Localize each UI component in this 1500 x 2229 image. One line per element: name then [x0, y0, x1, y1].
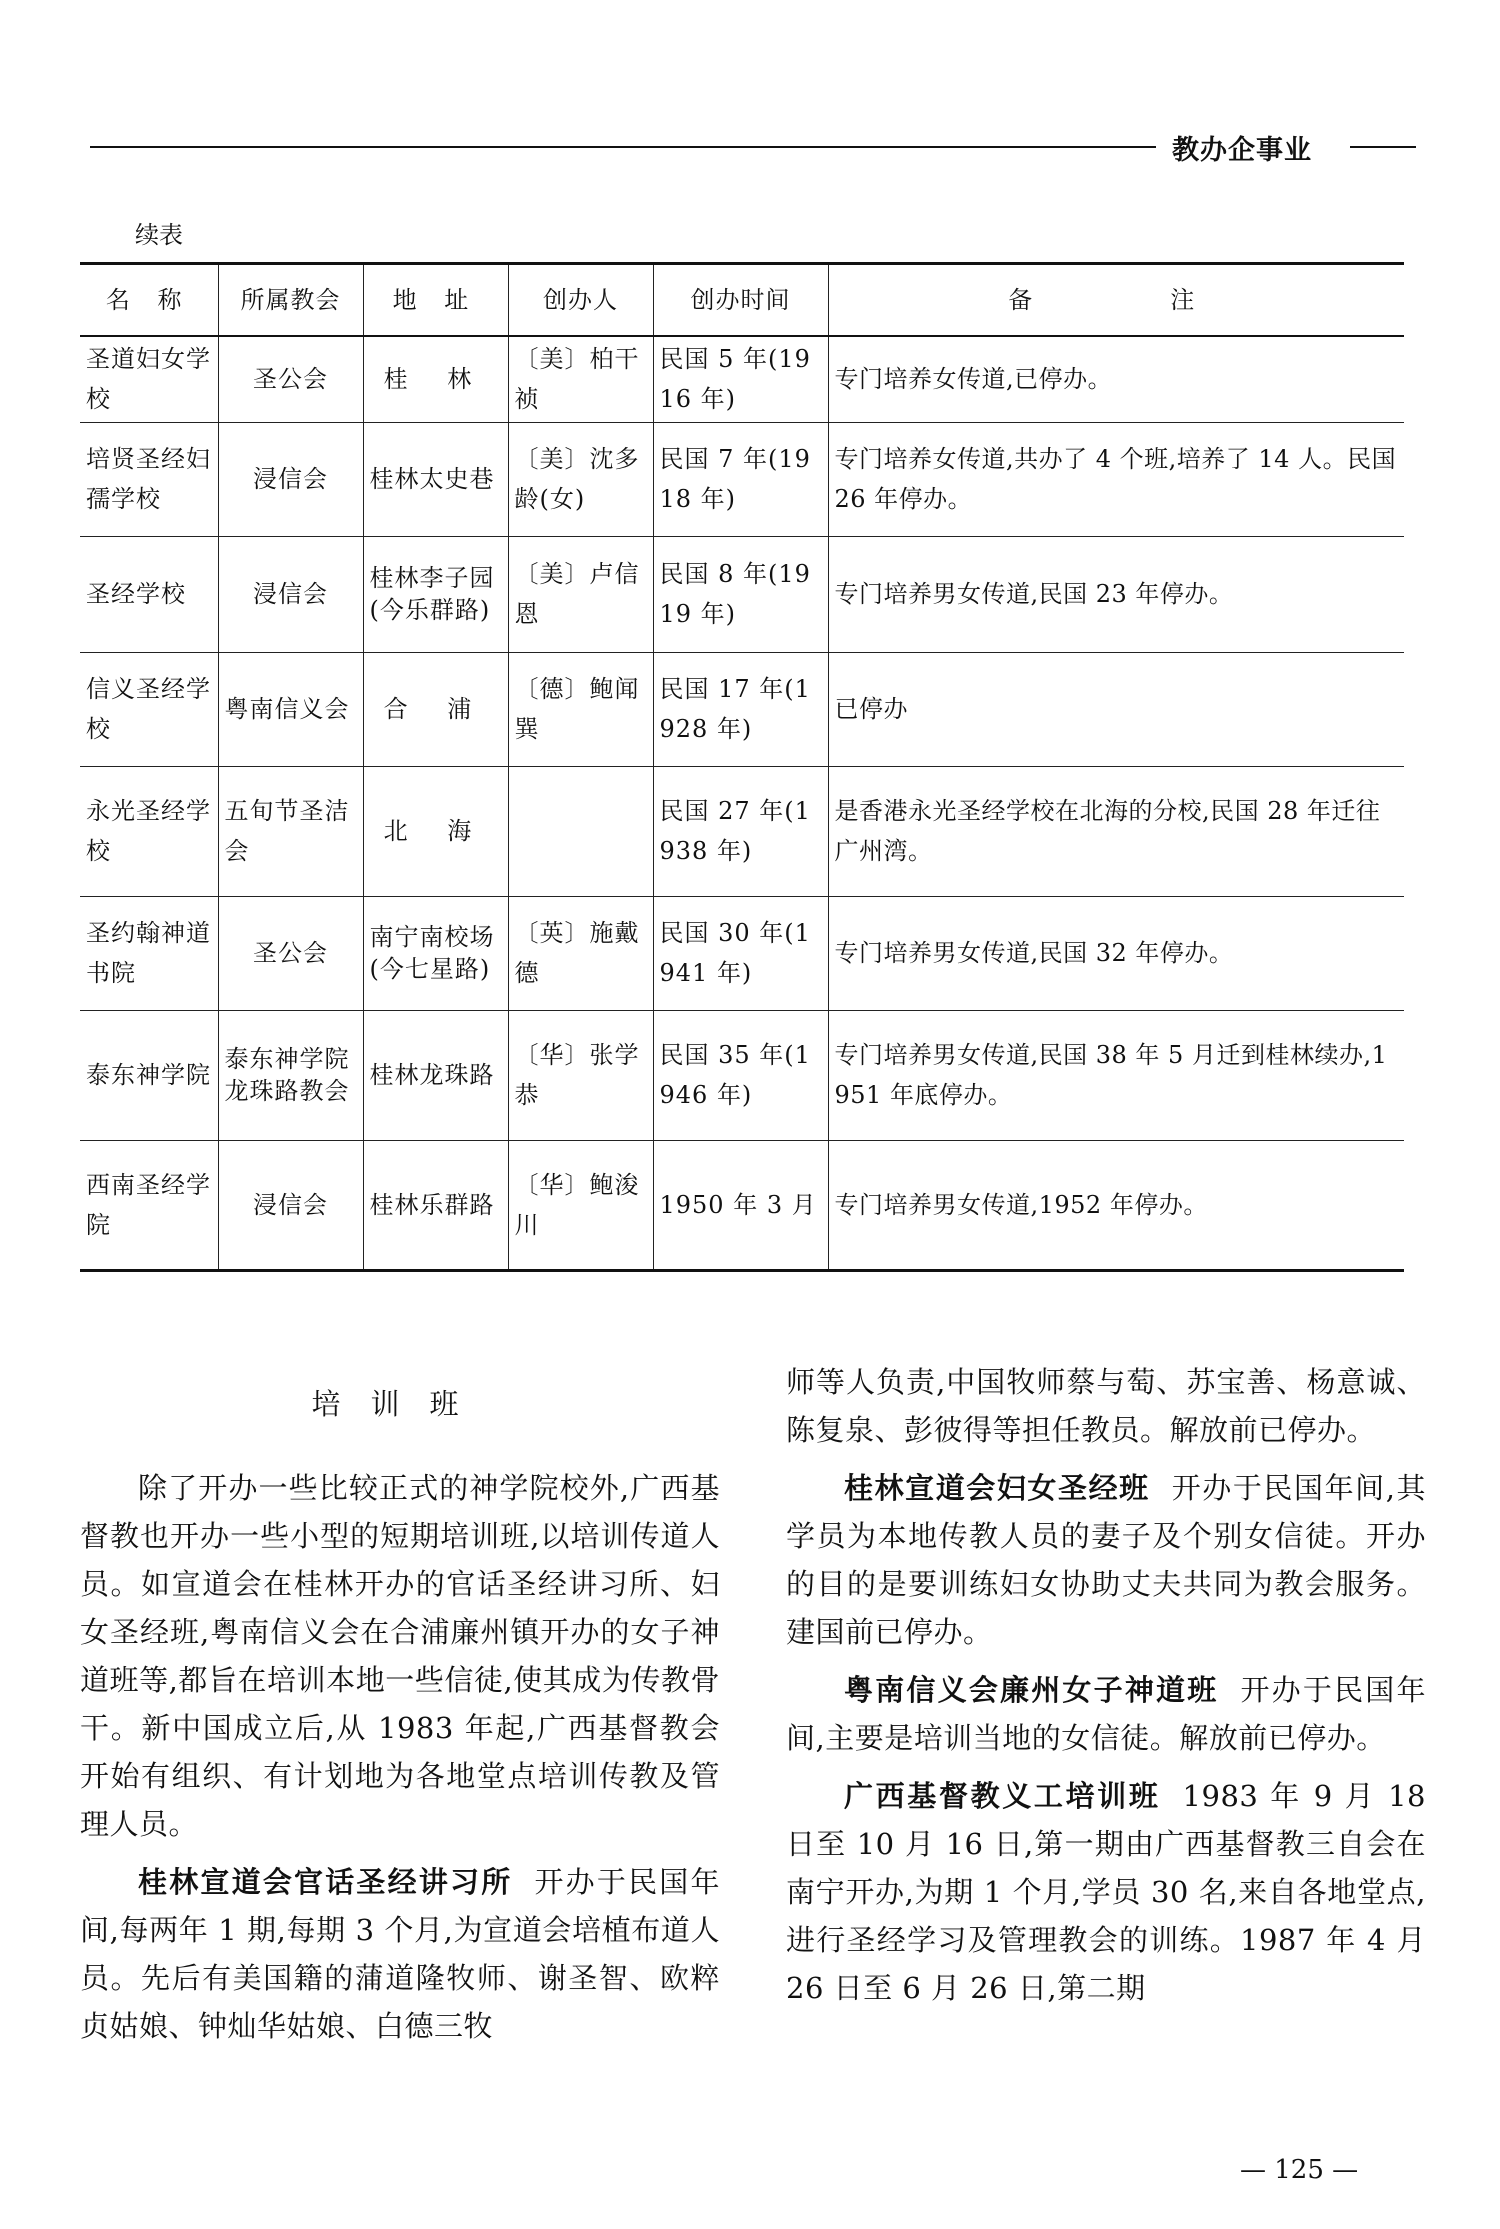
cell-remarks: 专门培养男女传道,民国 32 年停办。 — [828, 896, 1404, 1010]
cell-address: 桂林龙珠路 — [363, 1010, 508, 1140]
table-row — [80, 896, 1404, 1010]
cell-date: 民国 27 年(1938 年) — [653, 766, 828, 896]
paragraph-continuation: 师等人负责,中国牧师蔡与萄、苏宝善、杨意诚、陈复泉、彭彼得等担任教员。解放前已停办。 — [786, 1365, 1426, 1447]
cell-name: 圣经学校 — [80, 536, 218, 652]
cell-name: 西南圣经学院 — [80, 1140, 218, 1270]
table-row — [80, 1140, 1404, 1270]
cell-remarks: 专门培养女传道,共办了 4 个班,培养了 14 人。民国 26 年停办。 — [828, 422, 1404, 536]
cell-founder: 〔华〕鲍浚川 — [508, 1140, 653, 1270]
paragraph — [80, 1464, 720, 1848]
paragraph — [786, 1464, 1426, 1656]
table-row — [80, 766, 1404, 896]
cell-remarks: 专门培养男女传道,1952 年停办。 — [828, 1140, 1404, 1270]
column-header-church: 所属教会 — [218, 264, 363, 337]
cell-church: 圣公会 — [218, 336, 363, 422]
cell-name: 信义圣经学校 — [80, 652, 218, 766]
cell-date: 民国 17 年(1928 年) — [653, 652, 828, 766]
cell-address: 南宁南校场(今七星路) — [363, 896, 508, 1010]
table-row — [80, 422, 1404, 536]
paragraph — [786, 1772, 1426, 2012]
header-rule-end — [1350, 146, 1416, 148]
cell-founder: 〔华〕张学恭 — [508, 1010, 653, 1140]
cell-founder — [508, 766, 653, 896]
cell-date: 民国 7 年(1918 年) — [653, 422, 828, 536]
left-text-column — [80, 1380, 720, 2050]
cell-remarks: 专门培养男女传道,民国 23 年停办。 — [828, 536, 1404, 652]
cell-church: 泰东神学院龙珠路教会 — [218, 1010, 363, 1140]
table-header-row — [80, 264, 1404, 337]
cell-remarks: 专门培养女传道,已停办。 — [828, 336, 1404, 422]
paragraph-text: 1983 年 9 月 18 日至 10 月 16 日,第一期由广西基督教三自会在南宁开办,为期 1 个月,学员 30 名,来自各地堂点,进行圣经学习及管理教会的训练。1987 年 4 月 26 日至 6 月 26 日,第二期 — [786, 1779, 1426, 2005]
cell-address: 北 海 — [363, 766, 508, 896]
cell-name: 泰东神学院 — [80, 1010, 218, 1140]
cell-name: 永光圣经学校 — [80, 766, 218, 896]
column-header-remarks: 备 注 — [828, 264, 1404, 337]
table-caption: 续表 — [135, 221, 183, 249]
paragraph-heading: 粤南信义会廉州女子神道班 — [844, 1673, 1219, 1707]
cell-name: 培贤圣经妇孺学校 — [80, 422, 218, 536]
cell-founder: 〔美〕卢信恩 — [508, 536, 653, 652]
training-section-heading: 培训班 — [311, 1387, 489, 1421]
cell-date: 民国 35 年(1946 年) — [653, 1010, 828, 1140]
paragraph-heading: 广西基督教义工培训班 — [844, 1779, 1161, 1813]
column-header-founder: 创办人 — [508, 264, 653, 337]
running-header-title: 教办企事业 — [1172, 135, 1312, 166]
schools-table — [80, 262, 1404, 1272]
column-header-date: 创办时间 — [653, 264, 828, 337]
cell-date: 1950 年 3 月 — [653, 1140, 828, 1270]
table-row — [80, 652, 1404, 766]
column-header-name: 名 称 — [80, 264, 218, 337]
paragraph-text: 除了开办一些比较正式的神学院校外,广西基督教也开办一些小型的短期培训班,以培训传道人员。如宣道会在桂林开办的官话圣经讲习所、妇女圣经班,粤南信义会在合浦廉州镇开办的女子神道班等,都旨在培训本地一些信徒,使其成为传教骨干。新中国成立后,从 1983 年起,广西基督教会开始有组织、有计划地为各地堂点培训传教及管理人员。 — [80, 1471, 720, 1841]
cell-date: 民国 8 年(1919 年) — [653, 536, 828, 652]
cell-name: 圣道妇女学校 — [80, 336, 218, 422]
cell-address: 合 浦 — [363, 652, 508, 766]
cell-founder: 〔美〕柏干祯 — [508, 336, 653, 422]
cell-date: 民国 30 年(1941 年) — [653, 896, 828, 1010]
table-row — [80, 536, 1404, 652]
cell-remarks: 专门培养男女传道,民国 38 年 5 月迁到桂林续办,1951 年底停办。 — [828, 1010, 1404, 1140]
cell-church: 浸信会 — [218, 536, 363, 652]
paragraph-text: 开办于民国年间,主要是培训当地的女信徒。解放前已停办。 — [786, 1673, 1426, 1755]
paragraph-text: 开办于民国年间,每两年 1 期,每期 3 个月,为宣道会培植布道人员。先后有美国籍的蒲道隆牧师、谢圣智、欧粹贞姑娘、钟灿华姑娘、白德三牧 — [80, 1865, 720, 2043]
cell-address: 桂林李子园(今乐群路) — [363, 536, 508, 652]
cell-founder: 〔英〕施戴德 — [508, 896, 653, 1010]
cell-remarks: 已停办 — [828, 652, 1404, 766]
cell-church: 五旬节圣洁会 — [218, 766, 363, 896]
cell-address: 桂林太史巷 — [363, 422, 508, 536]
cell-church: 粤南信义会 — [218, 652, 363, 766]
table-row — [80, 336, 1404, 422]
cell-name: 圣约翰神道书院 — [80, 896, 218, 1010]
cell-remarks: 是香港永光圣经学校在北海的分校,民国 28 年迁往广州湾。 — [828, 766, 1404, 896]
cell-founder: 〔德〕鲍闻巽 — [508, 652, 653, 766]
cell-date: 民国 5 年(1916 年) — [653, 336, 828, 422]
paragraph — [786, 1666, 1426, 1762]
cell-address: 桂 林 — [363, 336, 508, 422]
column-header-address: 地 址 — [363, 264, 508, 337]
paragraph-text: 开办于民国年间,其学员为本地传教人员的妻子及个别女信徒。开办的目的是要训练妇女协助丈夫共同为教会服务。建国前已停办。 — [786, 1471, 1426, 1649]
header-rule — [90, 146, 1156, 148]
paragraph — [80, 1858, 720, 2050]
page-number: — 125 — — [1240, 2155, 1359, 2185]
cell-church: 浸信会 — [218, 1140, 363, 1270]
paragraph-heading: 桂林宣道会官话圣经讲习所 — [138, 1865, 513, 1899]
cell-church: 浸信会 — [218, 422, 363, 536]
cell-church: 圣公会 — [218, 896, 363, 1010]
right-text-column — [786, 1358, 1426, 2012]
cell-address: 桂林乐群路 — [363, 1140, 508, 1270]
paragraph-heading: 桂林宣道会妇女圣经班 — [844, 1471, 1150, 1505]
table-row — [80, 1010, 1404, 1140]
cell-founder: 〔美〕沈多龄(女) — [508, 422, 653, 536]
